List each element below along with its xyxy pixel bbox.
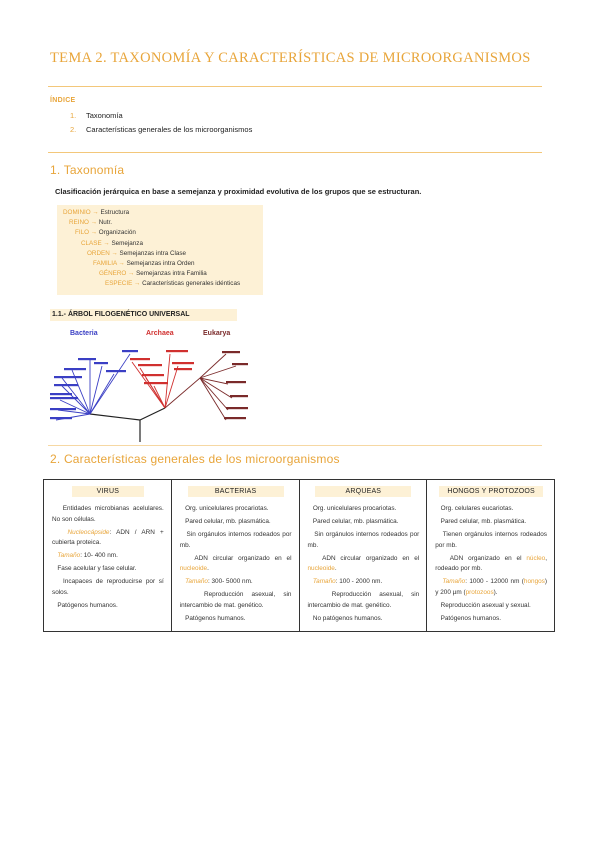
rank-name: CLASE → [81,239,112,247]
rank-name: FILO → [75,229,99,237]
characteristic-line [52,577,164,598]
column-virus [44,480,172,632]
characteristic-line [435,614,547,625]
line-text: ADN organizado en el [449,554,527,562]
rank-criteria: Semejanzas intra Familia [136,270,207,278]
highlighted-term: Nucleocápside [67,528,110,536]
line-text: Pared celular, mb. plasmática. [185,518,271,525]
characteristic-line [52,504,164,525]
hierarchy-row [81,240,143,247]
line-text: . [207,565,209,572]
line-text: Patógenos humanos. [57,601,118,609]
highlighted-term: nucleoide [179,565,208,572]
rank-criteria: Características generales idénticas [142,280,241,288]
index-label: ÍNDICE [50,97,76,104]
characteristic-line [308,554,420,575]
characteristic-line [52,601,164,612]
hierarchy-row [75,229,136,236]
hierarchy-row [99,270,207,277]
characteristic-line [180,614,292,625]
line-text: Entidades microbianas acelulares. No son células. [52,505,164,523]
rank-criteria: Nutr. [98,219,113,227]
characteristic-line [435,517,547,528]
characteristic-line [308,504,420,515]
line-text: Reproducción asexual, sin intercambio de mat. genético. [179,591,292,609]
line-text: Org. unicelulares procariotas. [312,505,397,512]
domain-archaea-label: Archaea [146,330,174,337]
divider [48,86,542,87]
line-text: ) y 200 µm ( [435,578,548,596]
highlighted-term: núcleo [526,554,546,562]
characteristic-line [308,590,420,611]
characteristic-line [52,551,164,562]
highlighted-term: Tamaño [312,578,336,585]
rank-criteria: Semejanza [111,239,143,247]
eukarya-leaf-marks [222,351,248,419]
archaea-leaf-marks [130,350,194,384]
line-text: Pared celular, mb. plasmática. [312,518,399,525]
characteristic-line [308,614,420,625]
characteristic-line [52,528,164,549]
rank-criteria: Semejanzas intra Clase [119,249,187,257]
column-bacterias [171,480,299,632]
highlighted-term: Tamaño [185,578,208,585]
column-header: HONGOS Y PROTOZOOS [439,486,543,497]
rank-name: DOMINIO → [63,209,101,216]
rank-name: ORDEN → [87,249,120,257]
line-text: No patógenos humanos. [312,614,383,622]
hierarchy-row [63,209,129,216]
characteristic-line [180,590,292,611]
section-2-title: 2. Características generales de los microorganismos [50,452,340,466]
section-1-paragraph: Clasificación jerárquica en base a semejanza y proximidad evolutiva de los grupos que se estructuran. [55,187,422,196]
column-hongos-protozoos [427,480,555,632]
characteristic-line [308,517,420,528]
characteristics-table [43,479,555,632]
rank-name: REINO → [69,219,99,227]
rank-name: ESPECIE → [105,280,143,288]
toc-item-1[interactable] [70,111,123,120]
line-text: ). [493,588,498,596]
hierarchy-row [69,219,112,226]
divider [48,445,542,446]
hierarchy-row [93,260,195,267]
hierarchy-box [57,205,263,295]
characteristic-line [435,530,547,551]
characteristic-line [435,601,547,612]
highlighted-term: nucleoide [307,565,335,572]
line-text: Sin orgánulos internos rodeados por mb. [307,531,420,549]
highlighted-term: Tamaño [442,578,466,585]
characteristic-line [180,504,292,515]
characteristic-line [52,564,164,575]
highlighted-term: hongos [523,578,545,585]
characteristic-line [180,577,292,588]
hierarchy-row [87,250,186,257]
characteristic-line [435,554,547,575]
subsection-title: 1.1.- ÁRBOL FILOGENÉTICO UNIVERSAL [50,309,237,321]
characteristic-line [180,554,292,575]
line-text: ADN circular organizado en el [322,554,420,562]
line-text: . [334,565,337,572]
line-text: Org. unicelulares procariotas. [185,505,269,512]
phylogenetic-tree [50,322,310,442]
domain-bacteria-label: Bacteria [70,330,98,337]
line-text: Tienen orgánulos internos rodeados por mb. [435,531,547,549]
toc-text: Taxonomía [86,111,123,120]
line-text: : 100 - 2000 nm. [335,578,383,585]
toc-item-2[interactable] [70,125,252,134]
bacteria-leaf-marks [50,350,138,419]
divider [48,152,542,153]
column-header: BACTERIAS [188,486,284,497]
characteristic-line [308,577,420,588]
page-title: TEMA 2. TAXONOMÍA Y CARACTERÍSTICAS DE MICROORGANISMOS [50,50,531,66]
characteristic-line [180,530,292,551]
hierarchy-row [105,280,240,287]
line-text: : ADN / ARN + cubierta proteica. [52,528,164,546]
characteristic-line [180,517,292,528]
column-header: ARQUEAS [315,486,411,497]
rank-criteria: Organización [98,229,136,237]
tree-root [90,408,165,442]
domain-eukarya-label: Eukarya [203,330,231,337]
line-text: ADN circular organizado en el [194,554,292,562]
column-arqueas [299,480,427,632]
characteristic-line [435,504,547,515]
line-text: Sin orgánulos internos rodeados por mb. [179,531,292,549]
toc-num: 1. [70,111,77,120]
line-text: Patógenos humanos. [185,614,246,622]
section-1-title: 1. Taxonomía [50,163,125,177]
line-text: : 10- 400 nm. [80,552,118,559]
line-text: Fase acelular y fase celular. [57,565,137,572]
toc-text: Características generales de los microorganismos [86,125,253,134]
line-text: : 300- 5000 nm. [207,578,253,585]
line-text: Patógenos humanos. [440,614,501,622]
rank-name: FAMILIA → [93,260,127,267]
rank-criteria: Semejanzas intra Orden [126,260,195,267]
highlighted-term: Tamaño [57,552,81,559]
toc-num: 2. [70,125,77,134]
line-text: Incapaces de reproducirse por sí solos. [52,578,164,596]
line-text: Reproducción asexual y sexual. [440,601,531,609]
characteristic-line [435,577,547,598]
line-text: Org. celulares eucariotas. [440,505,514,512]
characteristic-line [308,530,420,551]
rank-criteria: Estructura [100,209,130,216]
line-text: Reproducción asexual, sin intercambio de mat. genético. [307,591,420,609]
line-text: : 1000 - 12000 nm ( [465,578,524,585]
line-text: Pared celular, mb. plasmática. [440,518,527,525]
rank-name: GÉNERO → [99,270,137,278]
highlighted-term: protozoos [465,588,494,596]
line-text: , rodeado por mb. [435,554,547,572]
column-header: VIRUS [72,486,144,497]
archaea-branches [132,354,178,408]
